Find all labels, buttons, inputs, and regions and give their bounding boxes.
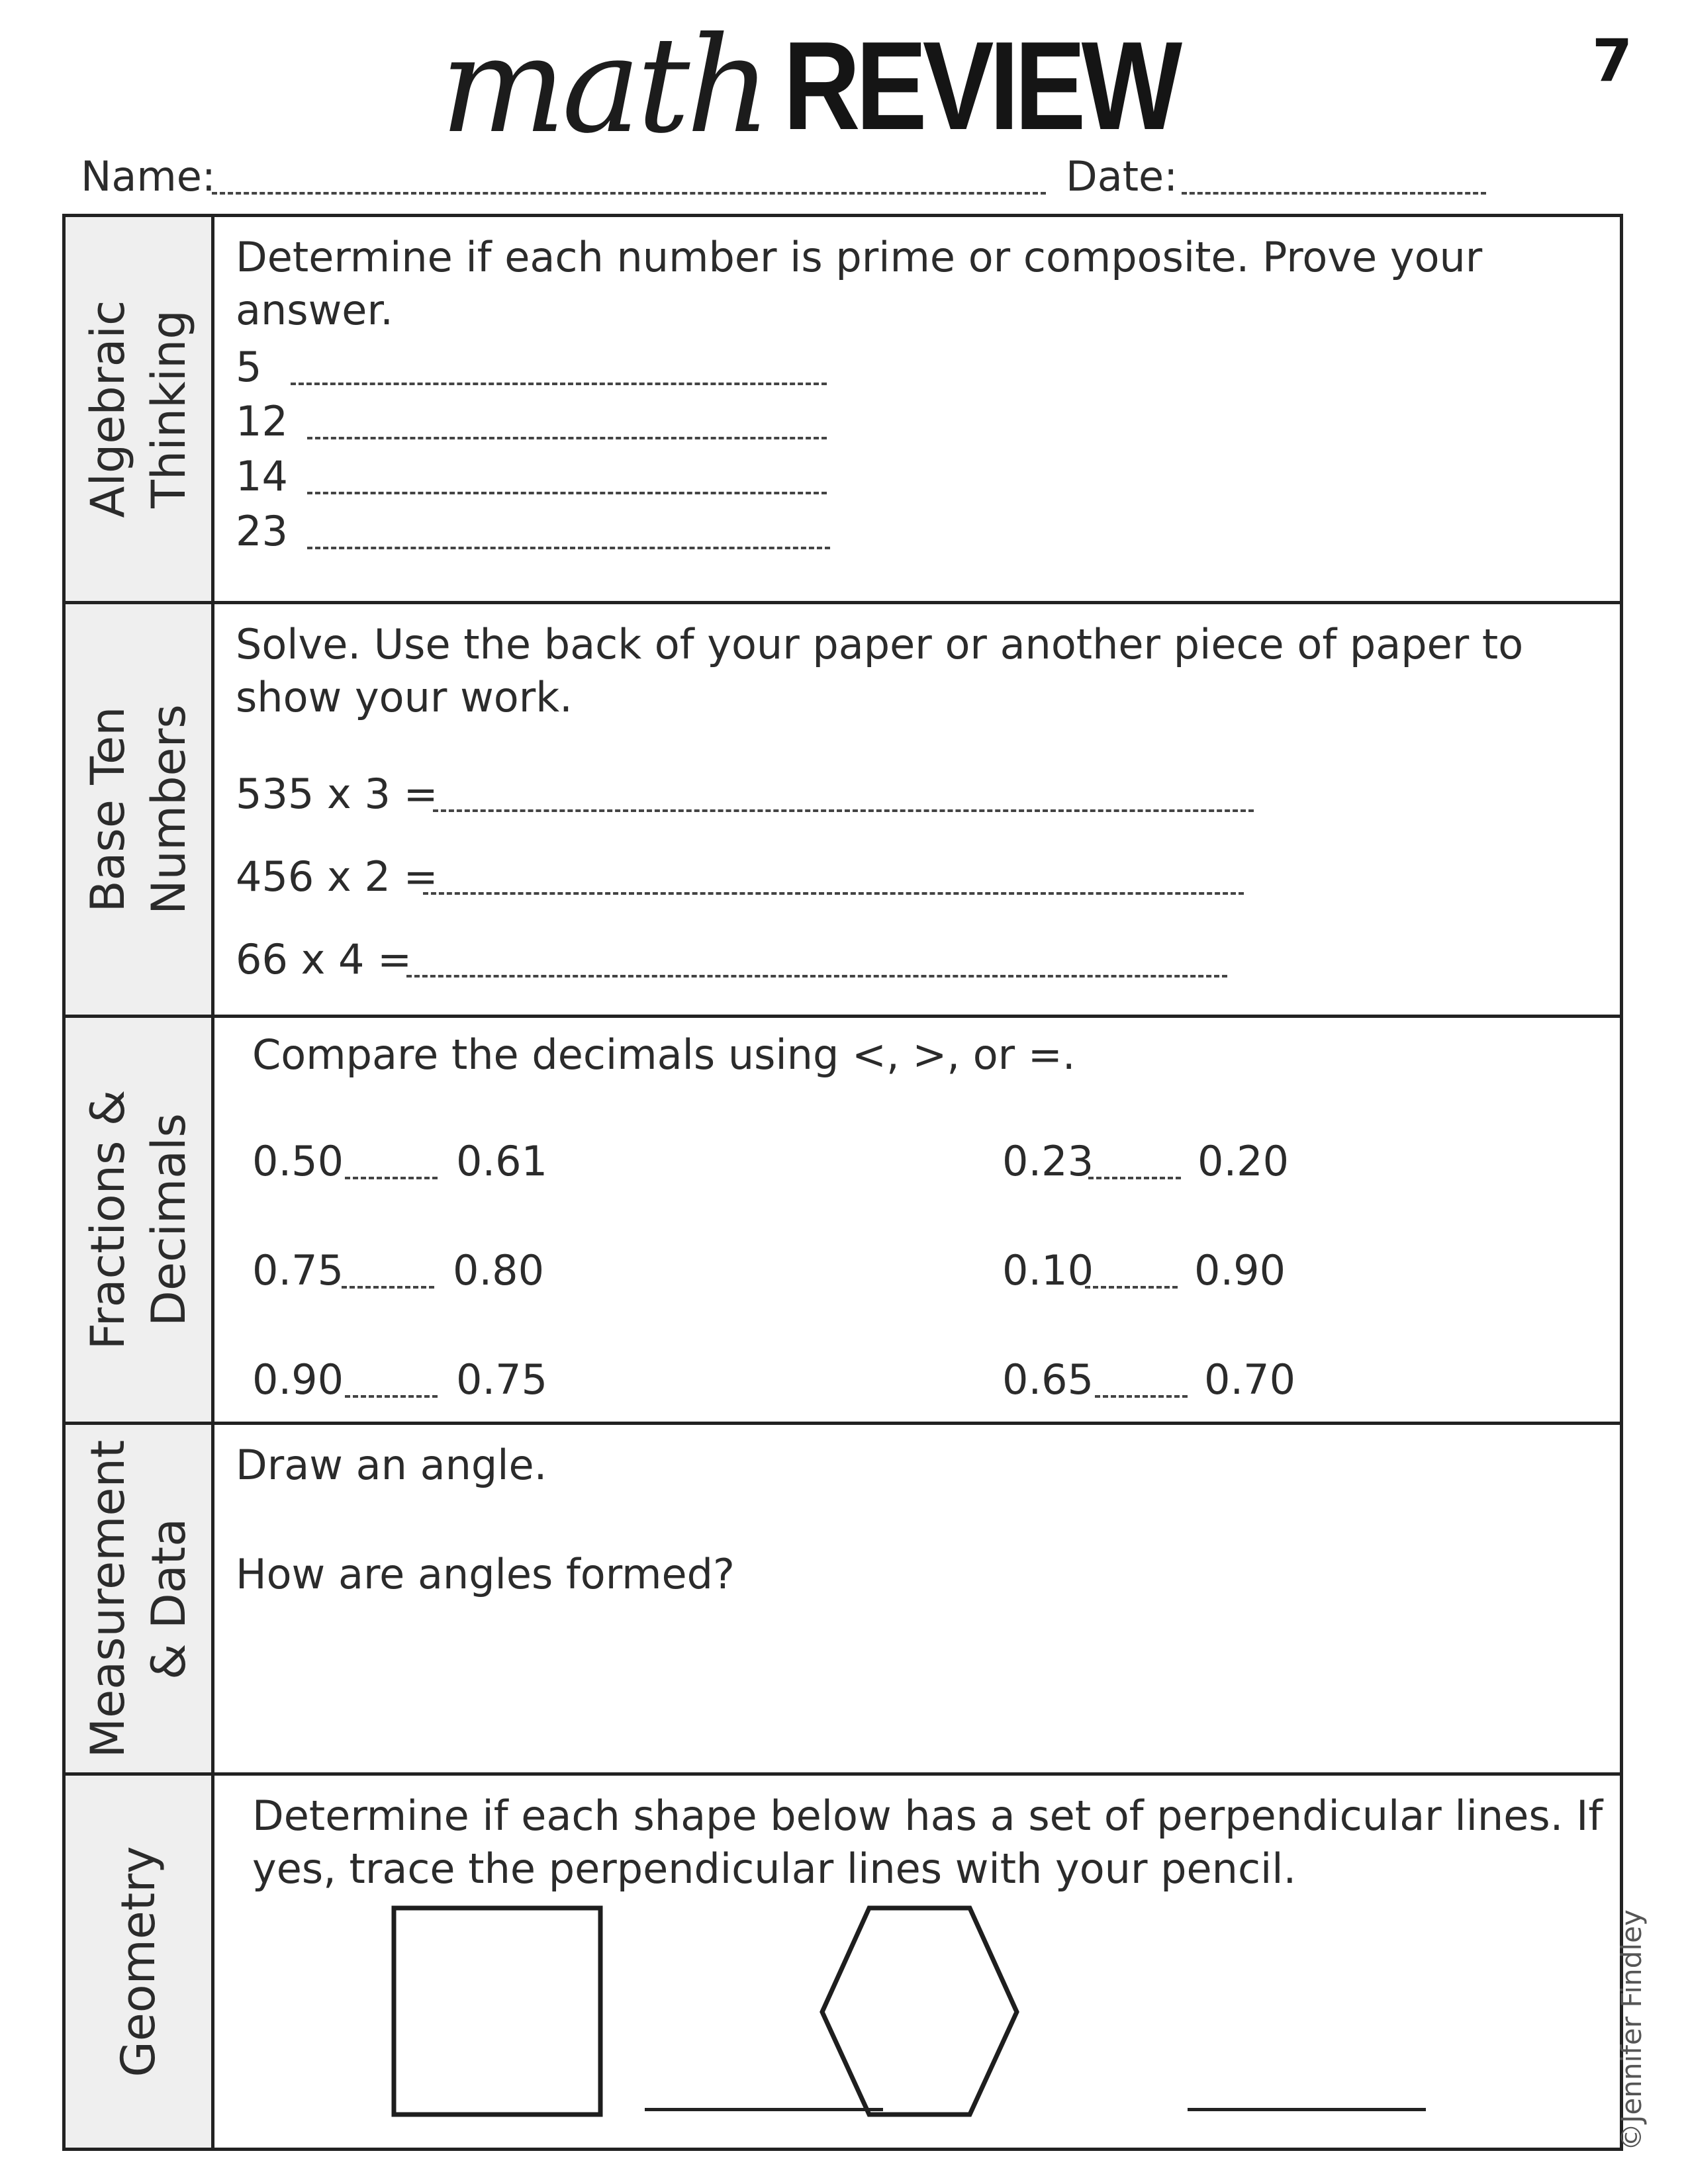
section-label: Geometry: [66, 1776, 214, 2148]
decimal-value: 0.80: [453, 1246, 545, 1295]
answer-line[interactable]: [406, 975, 1227, 978]
name-field[interactable]: [212, 192, 1046, 195]
prompt-line: Draw an angle.: [236, 1441, 547, 1489]
prompt-line: How are angles formed?: [236, 1550, 735, 1598]
section-label: Measurement & Data: [66, 1425, 214, 1772]
title-script-text: math: [440, 9, 768, 163]
decimal-value: 0.70: [1204, 1355, 1296, 1404]
section-content: [214, 1776, 1620, 2148]
section-content: [214, 1425, 1620, 1772]
answer-line[interactable]: [433, 809, 1254, 812]
prompt-line: Compare the decimals using <, >, or =.: [252, 1030, 1076, 1079]
decimal-value: 0.50: [252, 1137, 344, 1185]
decimal-value: 0.75: [252, 1246, 344, 1295]
decimal-value: 0.90: [252, 1355, 344, 1404]
compare-blank[interactable]: [345, 1177, 438, 1179]
prompt-line: Determine if each shape below has a set of perpendicular lines. If: [252, 1792, 1603, 1840]
section-geometry: [66, 1776, 1620, 2148]
number-item: 12: [236, 397, 288, 445]
decimal-value: 0.20: [1197, 1137, 1289, 1185]
title-bold-text: REVIEW: [783, 16, 1178, 156]
number-item: 5: [236, 343, 262, 391]
section-content: [214, 604, 1620, 1015]
section-base-ten-numbers: [66, 604, 1620, 1018]
prompt-line: Determine if each number is prime or composite. Prove your: [236, 233, 1483, 281]
date-field[interactable]: [1182, 192, 1486, 195]
section-fractions-decimals: [66, 1018, 1620, 1425]
section-content: [214, 1018, 1620, 1422]
section-label: Fractions & Decimals: [66, 1018, 214, 1422]
worksheet-title: [0, 9, 1688, 165]
shapes-canvas: [214, 1776, 1620, 2148]
decimal-value: 0.61: [456, 1137, 548, 1185]
answer-line[interactable]: [423, 892, 1244, 895]
answer-line[interactable]: [1188, 2108, 1426, 2111]
square-shape[interactable]: [394, 1908, 600, 2115]
hexagon-shape[interactable]: [822, 1908, 1017, 2115]
decimal-value: 0.75: [456, 1355, 548, 1404]
copyright-credit: ©Jennifer Findley: [1615, 1909, 1648, 2151]
prompt-line: show your work.: [236, 673, 573, 721]
date-label: Date:: [1066, 152, 1178, 201]
number-item: 14: [236, 452, 288, 500]
compare-blank[interactable]: [345, 1395, 438, 1398]
answer-line[interactable]: [307, 437, 827, 439]
number-item: 23: [236, 507, 288, 555]
section-label: Base Ten Numbers: [66, 604, 214, 1015]
compare-blank[interactable]: [1095, 1395, 1188, 1398]
multiplication-problem: 66 x 4 =: [236, 935, 412, 983]
answer-line[interactable]: [645, 2108, 883, 2111]
multiplication-problem: 535 x 3 =: [236, 770, 438, 818]
worksheet-table: [62, 214, 1623, 2151]
page-number: 7: [1592, 26, 1633, 95]
answer-line[interactable]: [291, 383, 827, 385]
answer-line[interactable]: [307, 547, 830, 549]
name-label: Name:: [81, 152, 216, 201]
compare-blank[interactable]: [342, 1286, 434, 1289]
prompt-line: answer.: [236, 286, 393, 334]
prompt-line: Solve. Use the back of your paper or another piece of paper to: [236, 620, 1524, 668]
decimal-value: 0.65: [1002, 1355, 1094, 1404]
section-label: Algebraic Thinking: [66, 217, 214, 601]
drawing-area[interactable]: [236, 1610, 1593, 1759]
decimal-value: 0.10: [1002, 1246, 1094, 1295]
decimal-value: 0.23: [1002, 1137, 1094, 1185]
section-algebraic-thinking: [66, 217, 1620, 604]
section-measurement-data: [66, 1425, 1620, 1776]
compare-blank[interactable]: [1088, 1177, 1181, 1179]
decimal-value: 0.90: [1194, 1246, 1286, 1295]
answer-line[interactable]: [307, 492, 827, 494]
compare-blank[interactable]: [1085, 1286, 1178, 1289]
section-content: [214, 217, 1620, 601]
prompt-line: yes, trace the perpendicular lines with your pencil.: [252, 1844, 1297, 1893]
multiplication-problem: 456 x 2 =: [236, 852, 438, 901]
